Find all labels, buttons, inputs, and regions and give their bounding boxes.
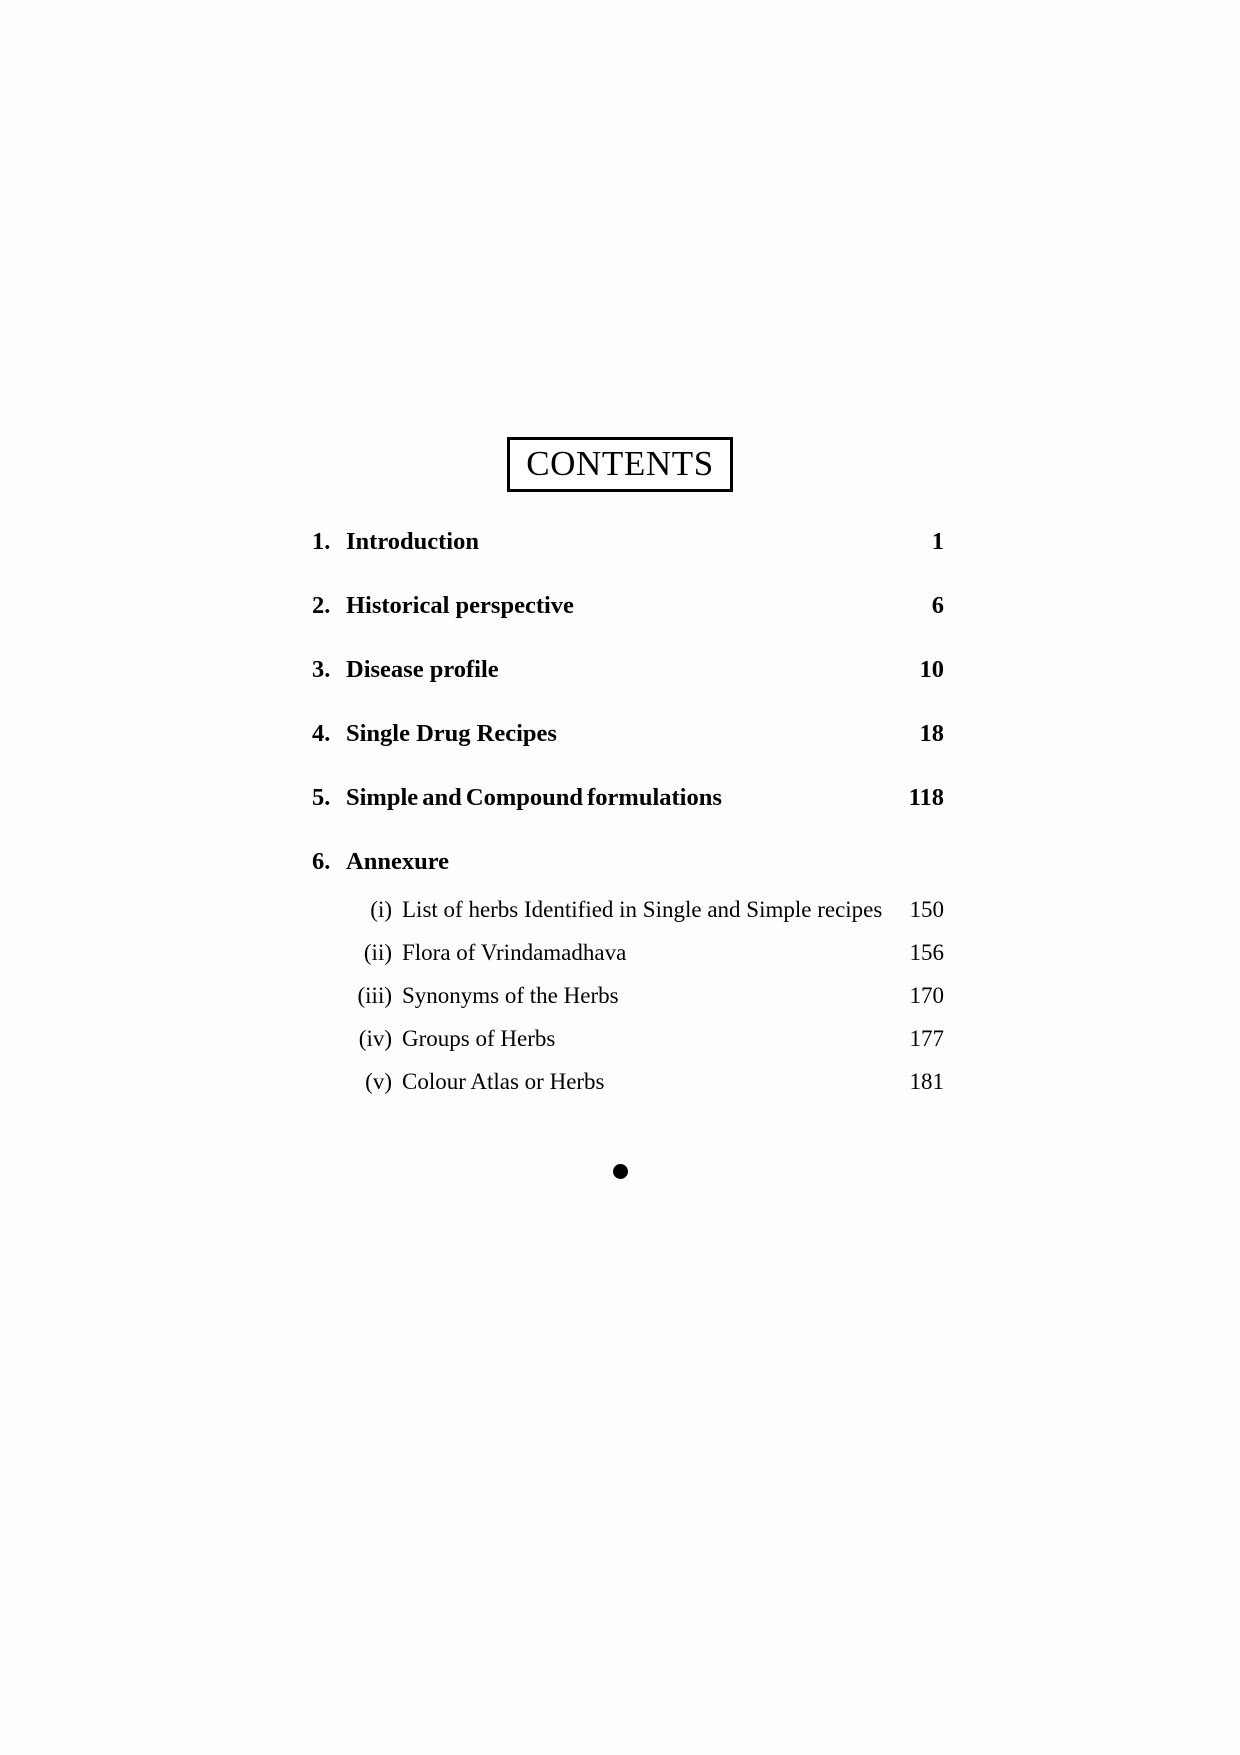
toc-entry-page: 118 bbox=[908, 784, 944, 811]
annexure-entry-page: 181 bbox=[909, 1069, 944, 1094]
toc-entry-title: Disease profile bbox=[346, 656, 499, 683]
contents-title-container bbox=[0, 437, 1240, 492]
toc-entry-number: 6. bbox=[312, 848, 331, 875]
annexure-entry-flora-of-vrindamadhava[interactable] bbox=[336, 940, 944, 966]
annexure-entry-number: (iv) bbox=[358, 1026, 392, 1051]
toc-entry-introduction[interactable] bbox=[312, 528, 944, 556]
toc-entry-number: 4. bbox=[312, 720, 331, 747]
annexure-entry-number: (v) bbox=[365, 1069, 392, 1094]
annexure-entry-synonyms-of-the-herbs[interactable] bbox=[336, 983, 944, 1009]
annexure-entry-colour-atlas-or-herbs[interactable] bbox=[336, 1069, 944, 1095]
annexure-entry-page: 177 bbox=[909, 1026, 944, 1051]
toc-entry-simple-and-compound-formulations[interactable] bbox=[312, 784, 944, 812]
annexure-entry-page: 150 bbox=[909, 897, 944, 922]
toc-entry-title: Annexure bbox=[346, 848, 450, 875]
toc-entry-number: 2. bbox=[312, 592, 331, 619]
toc-entry-page: 10 bbox=[919, 656, 944, 683]
annexure-list bbox=[336, 897, 944, 1112]
annexure-entry-number: (i) bbox=[370, 897, 392, 922]
toc-entry-page: 1 bbox=[931, 528, 944, 555]
toc-entry-number: 1. bbox=[312, 528, 331, 555]
toc-entry-page: 6 bbox=[931, 592, 944, 619]
annexure-entry-number: (ii) bbox=[363, 940, 392, 965]
contents-title-box bbox=[507, 437, 733, 492]
annexure-entry-number: (iii) bbox=[357, 983, 392, 1008]
toc-entry-single-drug-recipes[interactable] bbox=[312, 720, 944, 748]
toc-entry-number: 3. bbox=[312, 656, 331, 683]
annexure-entry-page: 156 bbox=[909, 940, 944, 965]
annexure-entry-title: Groups of Herbs bbox=[402, 1026, 556, 1051]
toc-entry-number: 5. bbox=[312, 784, 331, 811]
annexure-entry-list-of-herbs[interactable] bbox=[336, 897, 944, 923]
toc-entry-page: 18 bbox=[919, 720, 944, 747]
annexure-entry-title: Synonyms of the Herbs bbox=[402, 983, 619, 1008]
toc-entry-title: Historical perspective bbox=[346, 592, 574, 619]
annexure-entry-title: List of herbs Identified in Single and Simple recipes bbox=[402, 897, 883, 922]
annexure-entry-groups-of-herbs[interactable] bbox=[336, 1026, 944, 1052]
end-dot-icon bbox=[613, 1164, 628, 1179]
toc-entry-annexure[interactable] bbox=[312, 848, 944, 876]
table-of-contents bbox=[312, 528, 944, 912]
toc-entry-disease-profile[interactable] bbox=[312, 656, 944, 684]
page-title: CONTENTS bbox=[526, 444, 714, 483]
toc-entry-title: Simple and Compound formulations bbox=[346, 784, 722, 811]
toc-entry-title: Single Drug Recipes bbox=[346, 720, 557, 747]
annexure-entry-page: 170 bbox=[909, 983, 944, 1008]
toc-entry-title: Introduction bbox=[346, 528, 479, 555]
toc-entry-historical-perspective[interactable] bbox=[312, 592, 944, 620]
annexure-entry-title: Flora of Vrindamadhava bbox=[402, 940, 627, 965]
annexure-entry-title: Colour Atlas or Herbs bbox=[402, 1069, 605, 1094]
end-of-section-marker bbox=[0, 1155, 1240, 1185]
